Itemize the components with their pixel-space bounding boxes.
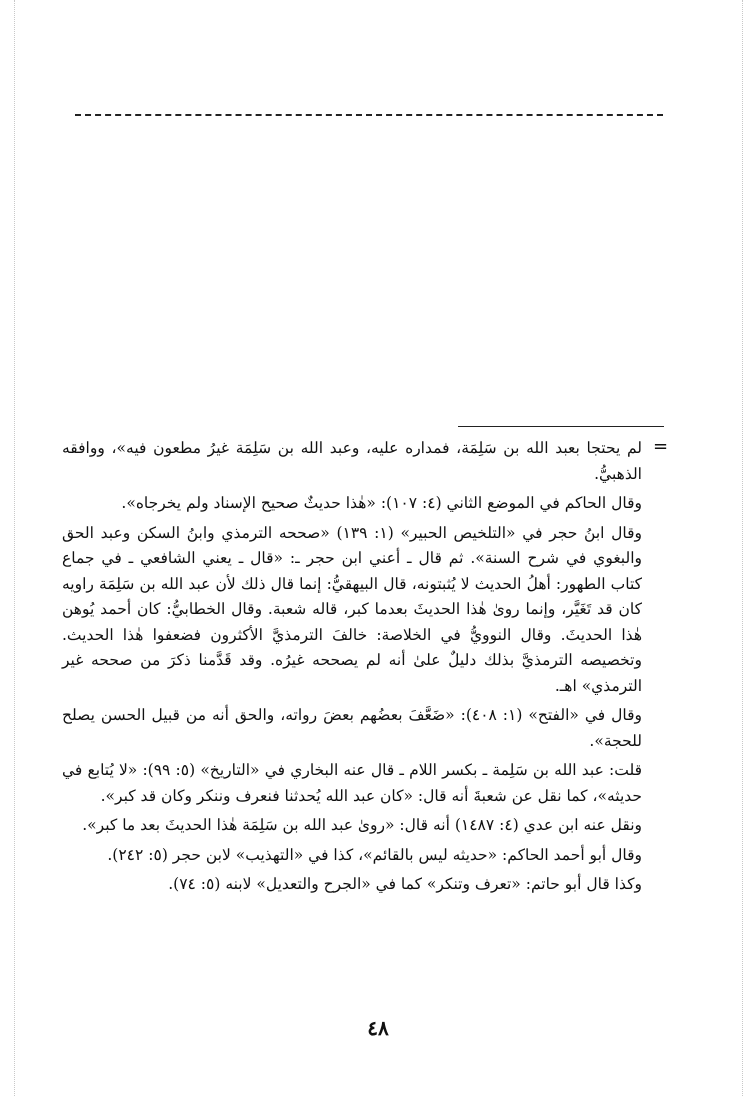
page-number: ٤٨	[367, 1016, 389, 1040]
footnote-paragraph: لم يحتجا بعبد الله بن سَلِمَة، فمداره عليه، وعبد الله بن سَلِمَة غيرُ مطعون فيه»، ووافقه الذهبيُّ.	[62, 439, 642, 483]
right-scan-edge	[742, 0, 743, 1096]
left-scan-edge	[14, 0, 15, 1096]
footnote-paragraph: قلت: عبد الله بن سَلِمة ـ بكسر اللام ـ قال عنه البخاري في «التاريخ» (٥: ٩٩): «لا يُتابع في حديثه»، كما نقل عن شعبةَ أنه قال: «كان عبد الله يُحدثنا فنعرف وننكر وكان قد كبر».	[62, 761, 642, 805]
footnote-rule	[458, 426, 664, 427]
footnote-paragraph: وقال أبو أحمد الحاكم: «حديثه ليس بالقائم»، كذا في «التهذيب» لابن حجر (٥: ٢٤٢).	[107, 845, 642, 864]
footnote-paragraph: وقال في «الفتح» (١: ٤٠٨): «ضَعَّفَ بعضُهم بعضَ رواته، والحق أنه من قبيل الحسن يصلح للحجة».	[62, 706, 643, 750]
continuation-mark: =	[653, 436, 669, 457]
footnote-paragraph: وكذا قال أبو حاتم: «تعرف وتنكر» كما في «الجرح والتعديل» لابنه (٥: ٧٤).	[168, 875, 642, 893]
footnote-block	[62, 436, 642, 902]
footnote-paragraph: وقال ابنُ حجر في «التلخيص الحبير» (١: ١٣٩) «صححه الترمذي وابنُ السكن وعبد الحق والبغوي في شرح السنة». ثم قال ـ أعني ابن حجر ـ: «قال ـ يعني الشافعي ـ في جماع كتاب الطهور: أهلُ الحديث لا يُثبتونه، قال البيهقيُّ: إنما قال ذلك لأن عبد الله بن سَلِمَة راويه كان قد تَغَيَّر، وإنما روىٰ هٰذا الحديثَ بعدما كبر، قاله شعبة. وقال الخطابيُّ: كان أحمد يُوهن هٰذا الحديثَ. وقال النوويُّ في الخلاصة: خالفَ الترمذيَّ الأكثرون فضعفوا هٰذا الحديث. وتخصيصه الترمذيَّ بذلك دليلٌ علىٰ أنه لم يصححه غيرُه. وقد قَدَّمنا ذكرَ من صححه غير الترمذي» اهـ.	[62, 523, 642, 695]
footnote-paragraph: وقال الحاكم في الموضع الثاني (٤: ١٠٧): «هٰذا حديثٌ صحيح الإسناد ولم يخرجاه».	[121, 494, 642, 512]
footnote-paragraph: ونقل عنه ابن عدي (٤: ١٤٨٧) أنه قال: «روىٰ عبد الله بن سَلِمَة هٰذا الحديثَ بعد ما كبر».	[82, 816, 642, 834]
dashed-separator	[75, 114, 663, 116]
